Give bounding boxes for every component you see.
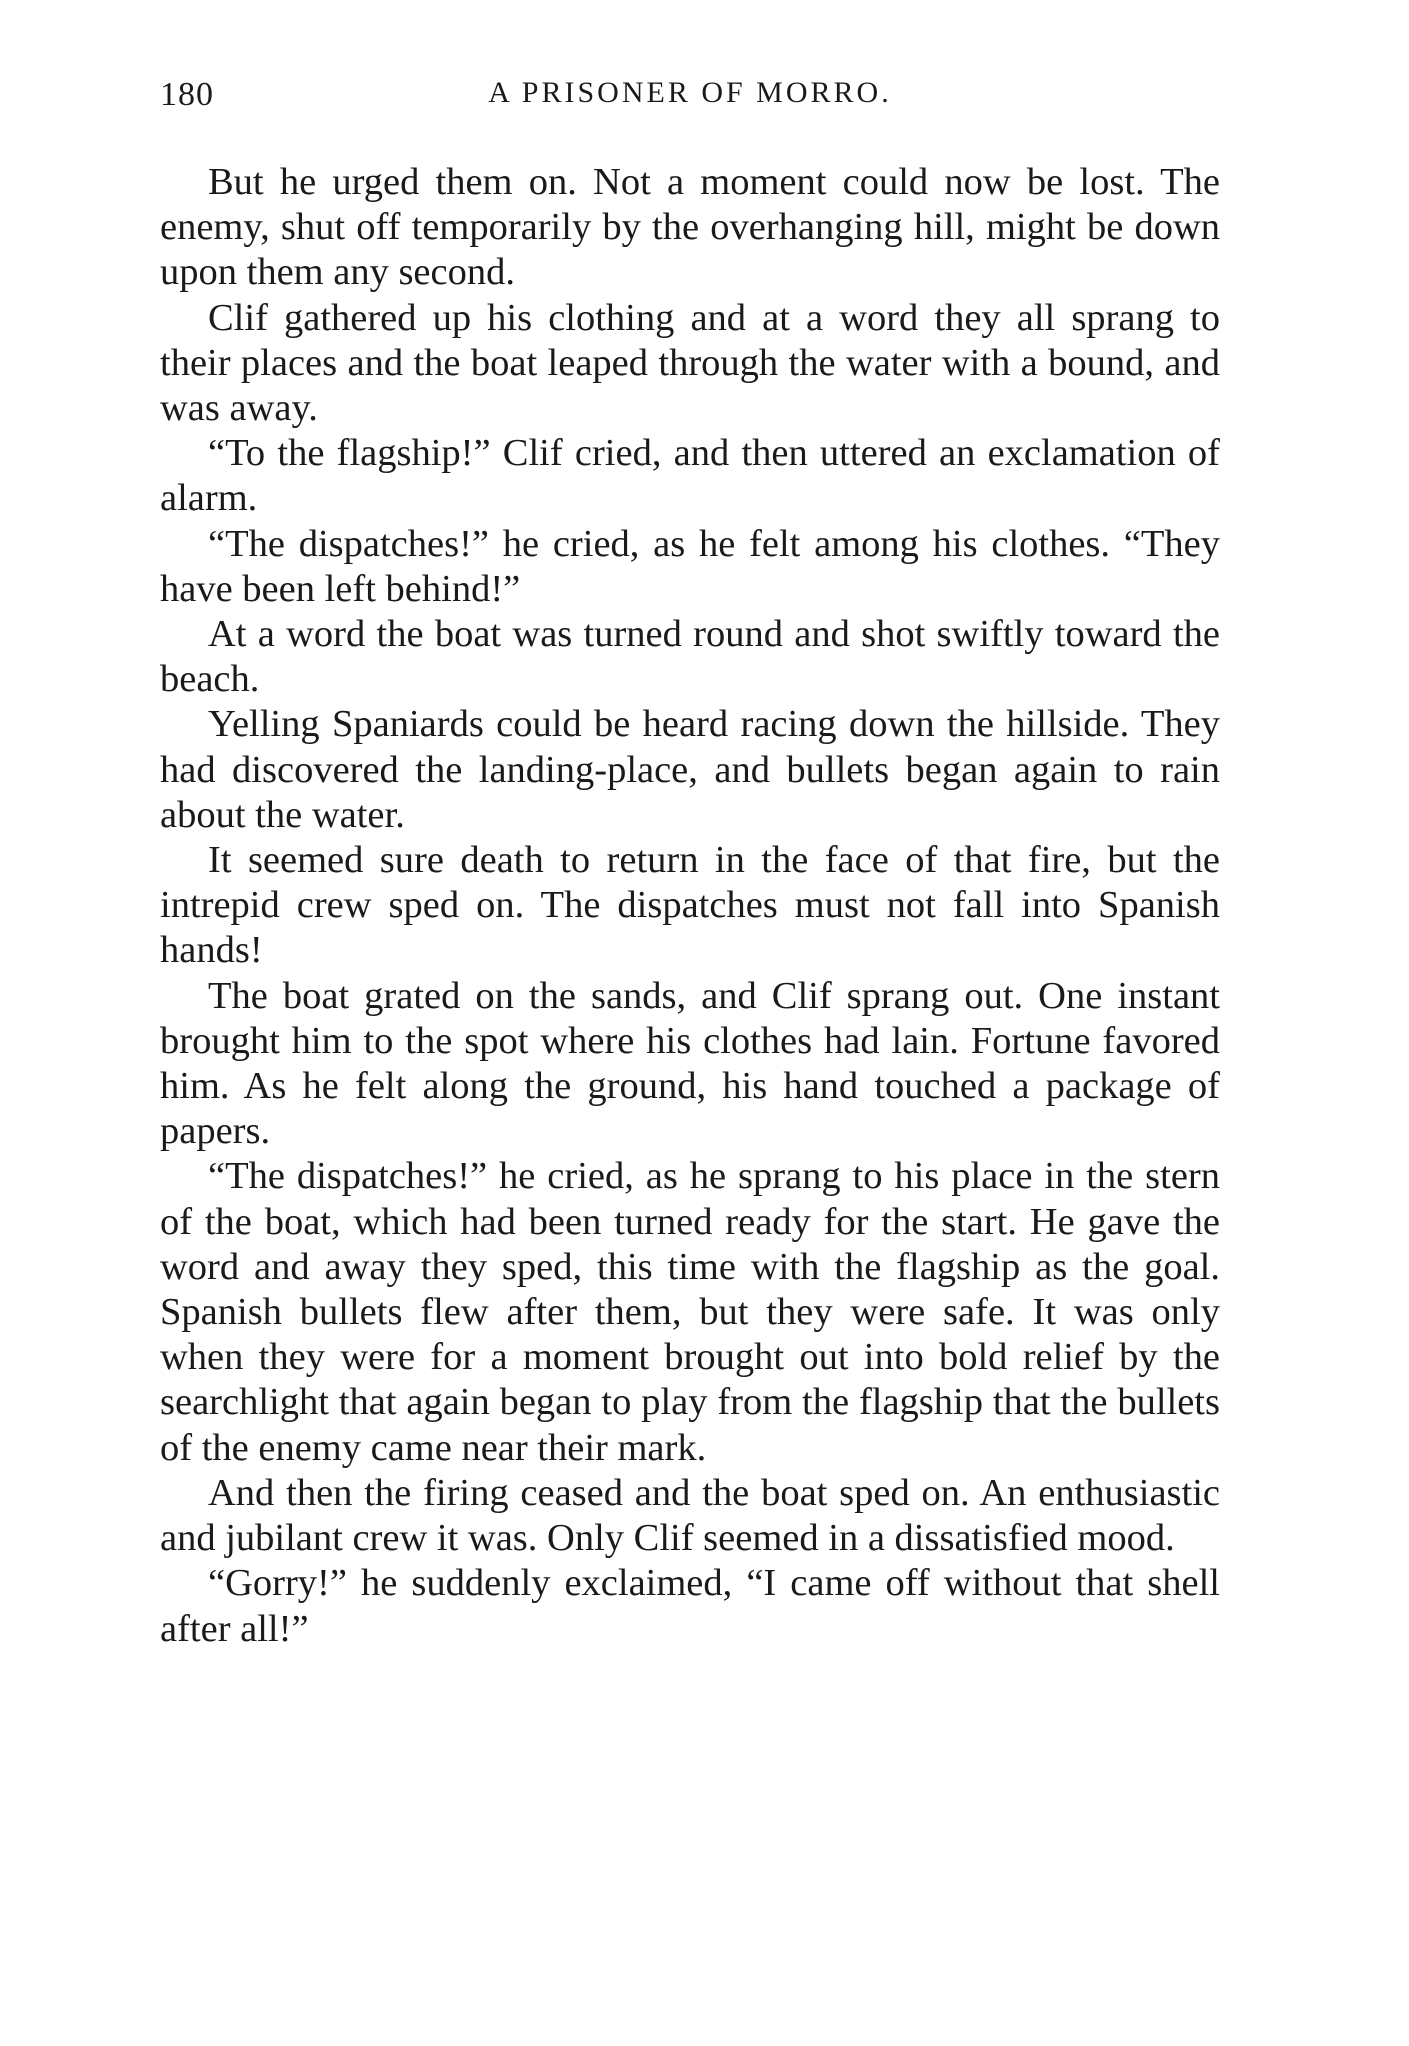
paragraph: “Gorry!” he suddenly exclaimed, “I came off without that shell after all!” [160,1562,1220,1650]
paragraph: “The dispatches!” he cried, as he felt among his clothes. “They have been left behind!” [160,522,1220,610]
paragraph: The boat grated on the sands, and Clif sprang out. One instant brought him to the spot where his clothes had lain. Fortune favored him. As he felt along the ground, his hand touched a package of papers. [160,974,1220,1153]
page-header [160,76,1220,126]
body-text [160,160,1220,1652]
paragraph: “To the flagship!” Clif cried, and then uttered an exclamation of alarm. [160,432,1220,520]
paragraph: At a word the boat was turned round and shot swiftly toward the beach. [160,613,1220,701]
paragraph: Yelling Spaniards could be heard racing down the hillside. They had discovered the landing-place, and bullets began again to rain about the water. [160,703,1220,836]
paragraph: And then the firing ceased and the boat sped on. An enthusiastic and jubilant crew it was. Only Clif seemed in a dissatisfied mood. [160,1471,1220,1560]
paragraph: It seemed sure death to return in the face of that fire, but the intrepid crew sped on. The dispatches must not fall into Spanish hands! [160,839,1220,972]
paragraph: Clif gathered up his clothing and at a word they all sprang to their places and the boat leaped through the water with a bound, and was away. [160,296,1220,430]
paragraph: But he urged them on. Not a moment could now be lost. The enemy, shut off temporarily by the overhanging hill, might be down upon them any second. [160,161,1220,294]
paragraph: “The dispatches!” he cried, as he sprang to his place in the stern of the boat, which had been turned ready for the start. He gave the word and away they sped, this time with the flagship as the goal. Spanish bullets flew after them, but they were safe. It was only when they were for a moment brought out into bold relief by the searchlight that again began to play from the flagship that the bullets of the enemy came near their mark. [160,1155,1220,1469]
running-head: A PRISONER OF MORRO. [488,76,892,109]
page-number: 180 [160,76,214,113]
